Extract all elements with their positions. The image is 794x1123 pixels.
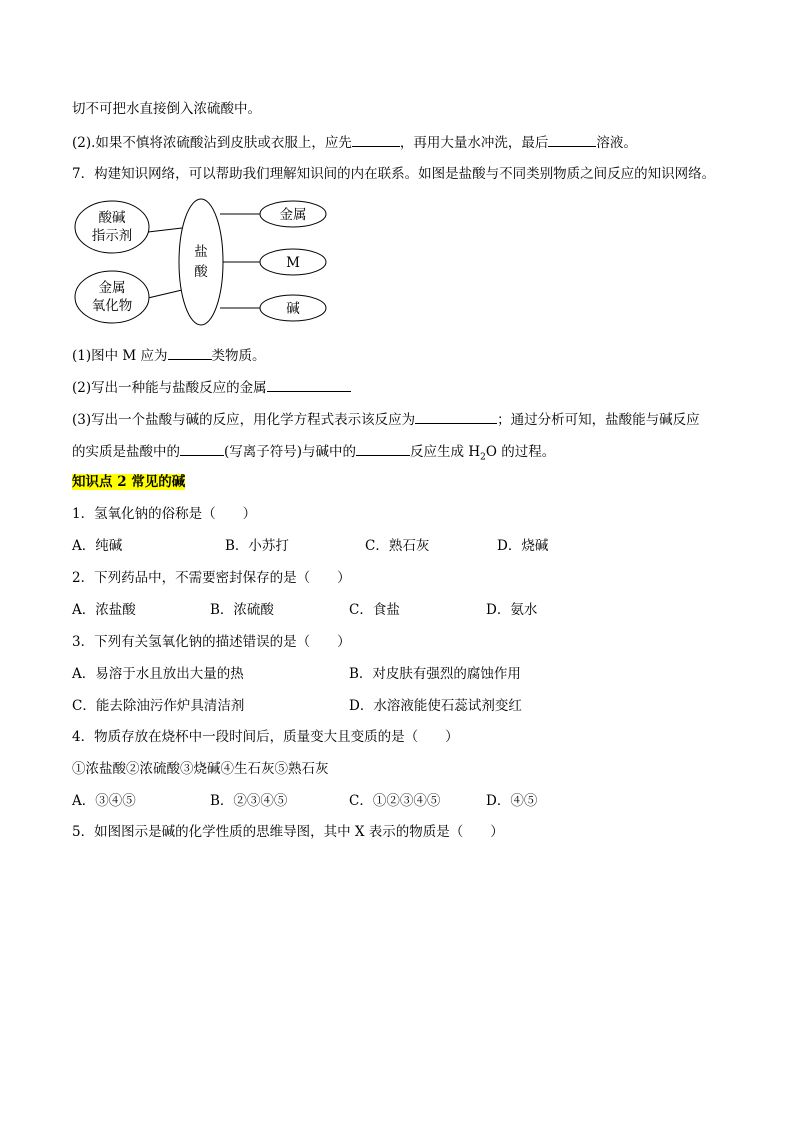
q7-3-continued [72,442,555,467]
indicator-node [75,201,149,253]
q2-option-d[interactable]: D．氨水 [486,602,538,618]
q3-stem: 3．下列有关氢氧化钠的描述错误的是（ ） [72,634,351,650]
answer-blank[interactable] [180,442,224,456]
q6-2 [72,133,637,152]
indicator-label-2: 指示剂 [91,228,133,244]
intro-line: 切不可把水直接倒入浓硫酸中。 [72,101,261,117]
section-heading-text: 知识点 2 常见的碱 [72,474,186,490]
q1-option-c[interactable]: C．熟石灰 [365,538,430,554]
answer-blank[interactable] [415,410,497,424]
q3-option-a[interactable]: A．易溶于水且放出大量的热 [72,666,244,682]
q7-3-part-a: (3)写出一个盐酸与碱的反应，用化学方程式表示该反应为 [72,412,416,428]
answer-blank[interactable] [352,133,400,147]
q7-1-part-a: (1)图中 M 应为 [72,348,168,364]
answer-blank[interactable] [267,378,351,392]
q6-2-part-c: 溶液。 [596,135,637,151]
q4-option-d[interactable]: D．④⑤ [486,793,538,809]
hydrochloric-acid-node [179,199,223,325]
center-label-1: 盐 [194,244,208,260]
q5-stem: 5．如图图示是碱的化学性质的思维导图，其中 X 表示的物质是（ ） [72,824,504,840]
q7-2 [72,378,351,397]
q2-option-b[interactable]: B．浓硫酸 [210,602,274,618]
answer-blank[interactable] [548,133,596,147]
q6-2-part-b: ，再用大量水冲洗，最后 [399,135,549,151]
q1-option-d[interactable]: D．烧碱 [497,538,549,554]
q7-3b-part-b: (写离子符号)与碱中的 [224,444,357,460]
subscript-2: 2 [480,452,486,463]
q4-option-a[interactable]: A．③④⑤ [72,793,136,809]
q7-2-part-a: (2)写出一种能与盐酸反应的金属 [72,380,267,396]
metal-oxide-node [75,271,149,323]
q4-option-b[interactable]: B．②③④⑤ [210,793,288,809]
section-heading [72,473,185,491]
q1-stem: 1．氢氧化钠的俗称是（ ） [72,506,257,522]
q1-option-a[interactable]: A．纯碱 [72,538,123,554]
q2-stem: 2．下列药品中，不需要密封保存的是（ ） [72,570,351,586]
q3-option-c[interactable]: C．能去除油污作炉具清洁剂 [72,698,245,714]
q7-3-part-b: ；通过分析可知，盐酸能与碱反应 [497,412,700,428]
q1-option-b[interactable]: B．小苏打 [225,538,289,554]
center-label-2: 酸 [194,264,208,280]
answer-blank[interactable] [356,442,410,456]
q7-1 [72,346,266,365]
q3-option-b[interactable]: B．对皮肤有强烈的腐蚀作用 [349,666,521,682]
q6-2-part-a: (2).如果不慎将浓硫酸沾到皮肤或衣服上，应先 [72,135,352,151]
q7-3 [72,410,700,429]
q3-option-d[interactable]: D．水溶液能使石蕊试剂变红 [349,698,522,714]
q7-3b-part-c: 反应生成 H [410,444,481,460]
reaction-network-diagram [72,196,332,331]
q4-stem: 4．物质存放在烧杯中一段时间后，质量变大且变质的是（ ） [72,729,459,745]
q4-items: ①浓盐酸②浓硫酸③烧碱④生石灰⑤熟石灰 [72,761,329,777]
indicator-label-1: 酸碱 [98,210,126,226]
metal-oxide-label-1: 金属 [98,280,126,296]
q7-3b-part-a: 的实质是盐酸中的 [72,444,180,460]
answer-blank[interactable] [168,346,212,360]
q2-option-c[interactable]: C．食盐 [349,602,400,618]
q4-option-c[interactable]: C．①②③④⑤ [349,793,441,809]
metal-label: 金属 [279,207,307,223]
base-label: 碱 [286,301,300,317]
q2-option-a[interactable]: A．浓盐酸 [72,602,136,618]
q7-1-part-b: 类物质。 [211,348,266,364]
q7-stem: 7．构建知识网络，可以帮助我们理解知识间的内在联系。如图是盐酸与不同类别物质之间反应的知识网络。 [72,166,716,182]
m-label: M [286,255,300,271]
metal-oxide-label-2: 氧化物 [91,298,133,314]
q7-3b-part-d: O 的过程。 [485,444,556,460]
